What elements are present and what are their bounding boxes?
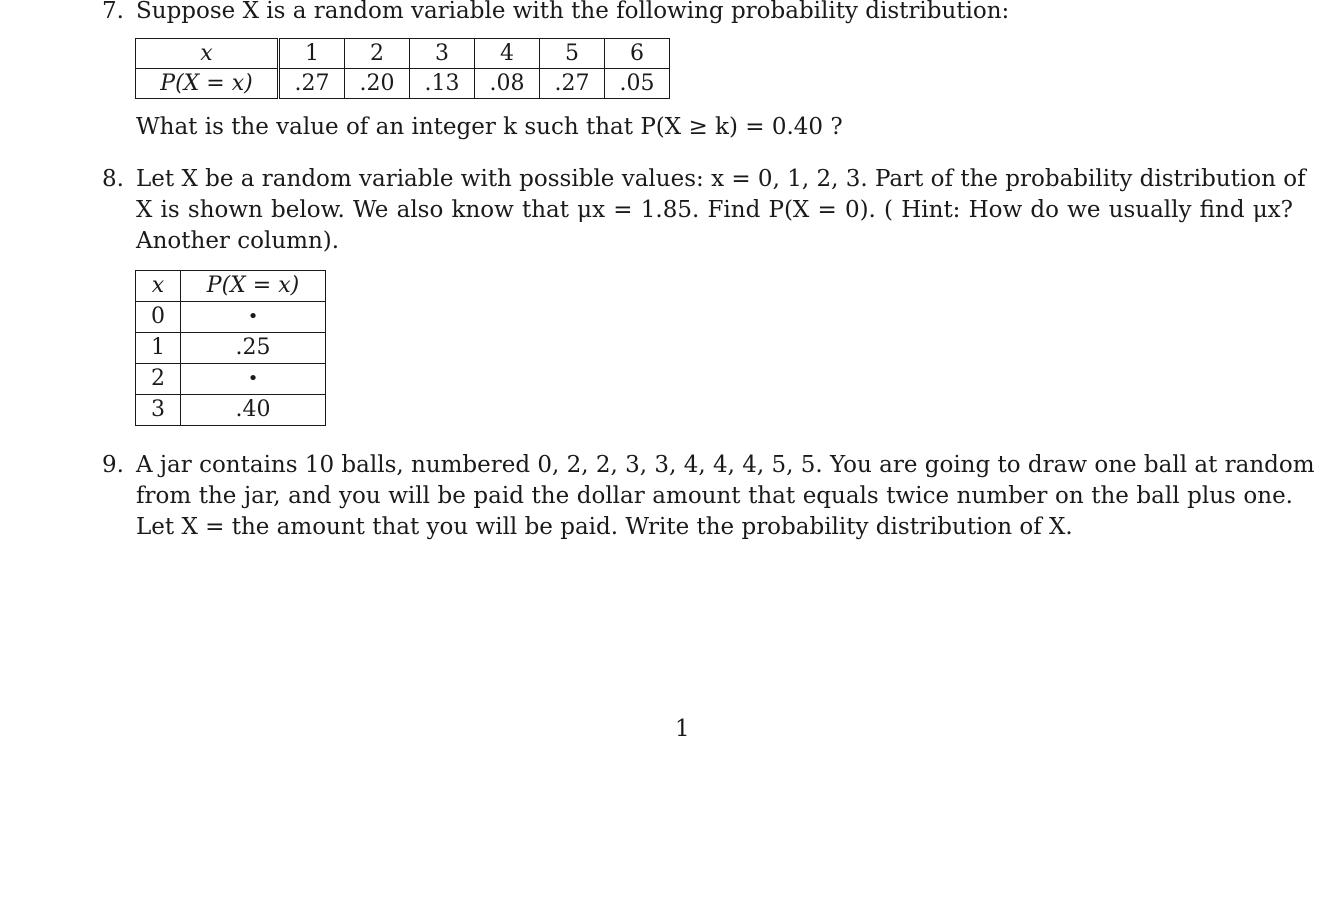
distribution-table	[135, 38, 670, 99]
table-cell: .25	[181, 333, 326, 364]
table-cell: 5	[540, 39, 605, 69]
table-cell: •	[181, 302, 326, 333]
table-cell: 2	[345, 39, 410, 69]
problem-text-line: X is shown below. We also know that μx = 1.85. Find P(X = 0). ( Hint: How do we usually find μx?	[136, 197, 1293, 223]
table-header-row	[136, 271, 326, 302]
table-cell: .20	[345, 69, 410, 99]
table-row	[136, 39, 670, 69]
table-cell: 1	[279, 39, 345, 69]
table-cell: 1	[136, 333, 181, 364]
problem-text-line: Let X be a random variable with possible values: x = 0, 1, 2, 3. Part of the probability distribution of	[136, 166, 1306, 192]
table-row	[136, 69, 670, 99]
table-cell: .05	[605, 69, 670, 99]
column-header: x	[136, 271, 181, 302]
row-label: P(X = x)	[136, 69, 279, 99]
problem-number: 8.	[102, 166, 124, 192]
question-text: What is the value of an integer k such that P(X ≥ k) = 0.40 ?	[136, 114, 843, 140]
page-number: 1	[675, 716, 690, 742]
table-cell: 0	[136, 302, 181, 333]
table-row	[136, 364, 326, 395]
table-cell: .27	[279, 69, 345, 99]
problem-number: 9.	[102, 452, 124, 478]
table-cell: 4	[475, 39, 540, 69]
table-cell: 3	[136, 395, 181, 426]
table-cell: 6	[605, 39, 670, 69]
table-row	[136, 302, 326, 333]
problem-text-line: Suppose X is a random variable with the following probability distribution:	[136, 0, 1010, 24]
table-cell: .08	[475, 69, 540, 99]
table-cell: .27	[540, 69, 605, 99]
problem-text-line: from the jar, and you will be paid the dollar amount that equals twice number on the ball plus one.	[136, 483, 1293, 509]
column-header: P(X = x)	[181, 271, 326, 302]
partial-distribution-table	[135, 270, 326, 426]
problem-number: 7.	[102, 0, 124, 24]
table-cell: 2	[136, 364, 181, 395]
problem-text-line: Another column).	[136, 228, 340, 254]
table-cell: .40	[181, 395, 326, 426]
row-label: x	[136, 39, 279, 69]
table-cell: .13	[410, 69, 475, 99]
table-row	[136, 333, 326, 364]
problem-text-line: A jar contains 10 balls, numbered 0, 2, 2, 3, 3, 4, 4, 4, 5, 5. You are going to draw one ball at random	[136, 452, 1315, 478]
table-row	[136, 395, 326, 426]
problem-text-line: Let X = the amount that you will be paid. Write the probability distribution of X.	[136, 514, 1073, 540]
table-cell: •	[181, 364, 326, 395]
table-cell: 3	[410, 39, 475, 69]
